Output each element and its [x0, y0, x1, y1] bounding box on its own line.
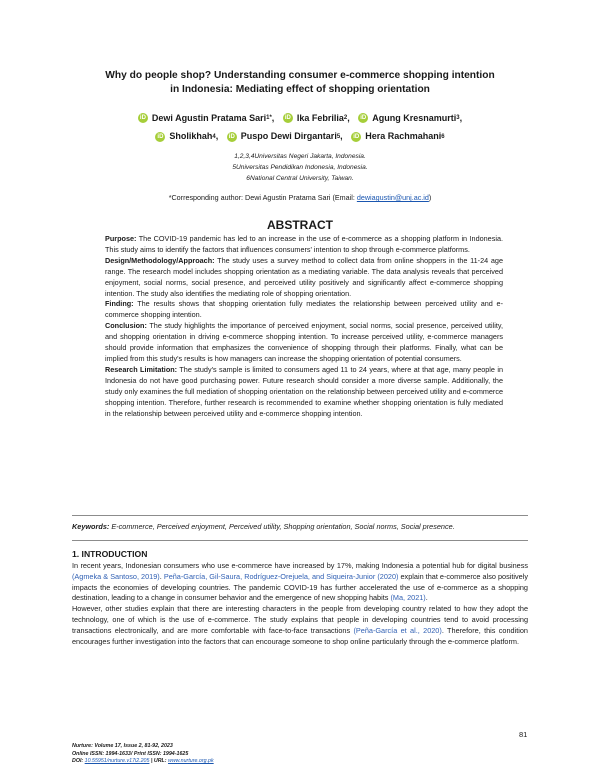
abstract-purpose [105, 234, 503, 256]
author[interactable]: iD Ika Febrilia 2 , [283, 110, 350, 127]
intro-paragraph [72, 561, 528, 604]
intro-text: . [159, 571, 164, 581]
author-list [60, 108, 540, 145]
finding-text: The results shows that shopping orientation fully mediates the relationship between perceived utility and e-commerce shopping intention. [105, 299, 503, 320]
design-text: The study uses a survey method to collect data from online shoppers in the 11-24 age range. The research model includes shopping orientation as a mediating variable. The data analysis reveals that perceived enjoyment, social norms, social presence, and perceived utility positively and significantly affect e-commerce shopping intention. The study also identifies the mediating role of shopping orientation. [105, 255, 503, 298]
url-link[interactable]: www.nurture.org.pk [168, 758, 214, 765]
affiliation: 6National Central University, Taiwan. [246, 175, 354, 182]
title-line-1: Why do people shop? Understanding consumer e-commerce shopping intention [105, 70, 495, 81]
purpose-label: Purpose: [105, 234, 137, 243]
intro-text: . [425, 593, 428, 603]
divider [72, 540, 528, 541]
finding-label: Finding: [105, 299, 134, 309]
paper-title [60, 69, 540, 97]
citation-link[interactable]: (Agmeka & Santoso, 2019) [72, 571, 160, 581]
citation-link[interactable]: (Ma, 2021) [390, 593, 426, 603]
author-name: Dewi Agustin Pratama Sari [151, 112, 267, 123]
keywords-label: Keywords: [72, 522, 110, 531]
author-row-1 [60, 108, 540, 127]
corresponding-author [60, 193, 540, 203]
keywords-text: E-commerce, Perceived enjoyment, Perceived utility, Shopping orientation, Social norms, Social presence. [109, 522, 455, 531]
orcid-icon[interactable]: iD [360, 115, 367, 121]
corr-prefix: *Corresponding author: Dewi Agustin Pratama Sari (Email: [168, 193, 357, 202]
author-name: Ika Febrilia [296, 112, 344, 123]
doi-label: DOI: [72, 758, 85, 765]
abstract-body [105, 234, 503, 419]
divider [72, 515, 528, 516]
conclusion-text: The study highlights the importance of perceived enjoyment, social norms, social presence, perceived utility, and shopping orientation in driving e-commerce shopping intention. To increase perceived utility, e-commerce managers should provide information that emphasizes the convenience of shopping through their platforms. Finally, what can be implied from this study's results is how managers can increase the shopping orientation of potential consumers. [105, 321, 503, 363]
abstract-conclusion [105, 321, 503, 365]
journal-footer [72, 743, 214, 766]
orcid-icon[interactable]: iD [157, 133, 164, 140]
author-name: Hera Rachmahani [365, 131, 442, 141]
intro-text: . Therefore, this condition encourages further investigation into the factors that can encourage someone to shop online particularly through the e-commerce platform. [72, 625, 528, 646]
title-line-2: in Indonesia: Mediating effect of shopping orientation [170, 84, 430, 95]
author-row-2 [60, 127, 540, 146]
abstract-heading: ABSTRACT [267, 218, 333, 232]
intro-text: In recent years, Indonesian consumers who use e-commerce have increased by 17%, making Indonesia a potential hub for digital business [72, 561, 528, 570]
footer-line: Online ISSN: 1994-1633/ Print ISSN: 1994-1625 [72, 750, 189, 757]
abstract-finding [105, 299, 503, 321]
design-label: Design/Methodology/Approach: [105, 255, 215, 265]
affiliations [100, 151, 500, 184]
purpose-text: The COVID-19 pandemic has led to an increase in the use of e-commerce as a shopping platform in Indonesia. This study aims to identify the factors that influences consumers' intention to shop through e-commerce platforms. [105, 234, 503, 254]
orcid-icon[interactable]: iD [284, 115, 291, 121]
author[interactable]: iD Dewi Agustin Pratama Sari 1* , [138, 110, 274, 127]
page-number: 81 [519, 730, 528, 739]
doi-link[interactable]: 10.55951/nurture.v17i2.205 [84, 758, 150, 765]
abstract-design [105, 256, 503, 300]
abstract-limitation [105, 365, 503, 420]
author-name: Agung Kresnamurti [372, 112, 457, 123]
affiliation: 5Universitas Pendidikan Indonesia, Indonesia. [232, 164, 368, 171]
url-label: | URL: [150, 758, 169, 765]
orcid-icon[interactable]: iD [139, 115, 146, 121]
author-name: Sholikhah [169, 131, 213, 141]
orcid-icon[interactable]: iD [353, 133, 360, 140]
conclusion-label: Conclusion: [105, 321, 147, 331]
limitation-label: Research Limitation: [105, 364, 178, 374]
author[interactable]: iD Puspo Dewi Dirgantari 5 , [227, 128, 343, 145]
author[interactable]: iD Sholikhah 4 , [155, 128, 218, 145]
section-heading: 1. INTRODUCTION [72, 549, 148, 559]
email-link[interactable]: dewiagustin@unj.ac.id [356, 193, 429, 202]
corr-suffix: ) [428, 193, 432, 202]
orcid-icon[interactable]: iD [228, 133, 235, 140]
footer-doi-url [72, 758, 214, 766]
author[interactable]: iD Agung Kresnamurti 3 , [358, 110, 462, 127]
citation-link[interactable]: (Peña-García et al., 2020) [353, 625, 442, 635]
author[interactable]: iD Hera Rachmahani 6 [351, 128, 444, 145]
intro-text: However, other studies explain that there are interesting characters in the people from developing country related to how they adopt the technology, one of which is the use of e-commerce. The study explains that people in developing countries tend to avoid processing transactions electronically, and are more comfortable with face-to-face transactions [72, 604, 528, 635]
limitation-text: The study's sample is limited to consumers aged 11 to 24 years, where at that age, many people in Indonesia do not have good purchasing power. Future research should consider a more diverse sample. Additionally, the study only examines the full mediation of shopping orientation on the relationship between perceived utility and e-commerce shopping intention. Therefore, further research is recommended to examine whether shopping orientation is fully mediated in the relationship between perceived utility and e-commerce shopping intention. [105, 364, 503, 418]
intro-text: explain that e-commerce also positively impacts the economies of developing countries. The pandemic COVID-19 has further accelerated the use of e-commerce as a shopping destination, leading to a change in consumer behavior and the emergence of new shopping habits [72, 571, 528, 603]
author-name: Puspo Dewi Dirgantari [240, 131, 337, 141]
footer-journal [72, 743, 214, 751]
keywords [72, 522, 532, 532]
citation-link[interactable]: Peña-García, Gil-Saura, Rodríguez-Orejuela, and Siqueira-Junior (2020) [163, 571, 399, 581]
intro-paragraph [72, 604, 528, 647]
footer-issn [72, 751, 214, 759]
footer-line: Nurture: Volume 17, Issue 2, 81-92, 2023 [72, 743, 173, 749]
affiliation: 1,2,3,4Universitas Negeri Jakarta, Indonesia. [234, 153, 366, 160]
intro-body [72, 561, 528, 647]
